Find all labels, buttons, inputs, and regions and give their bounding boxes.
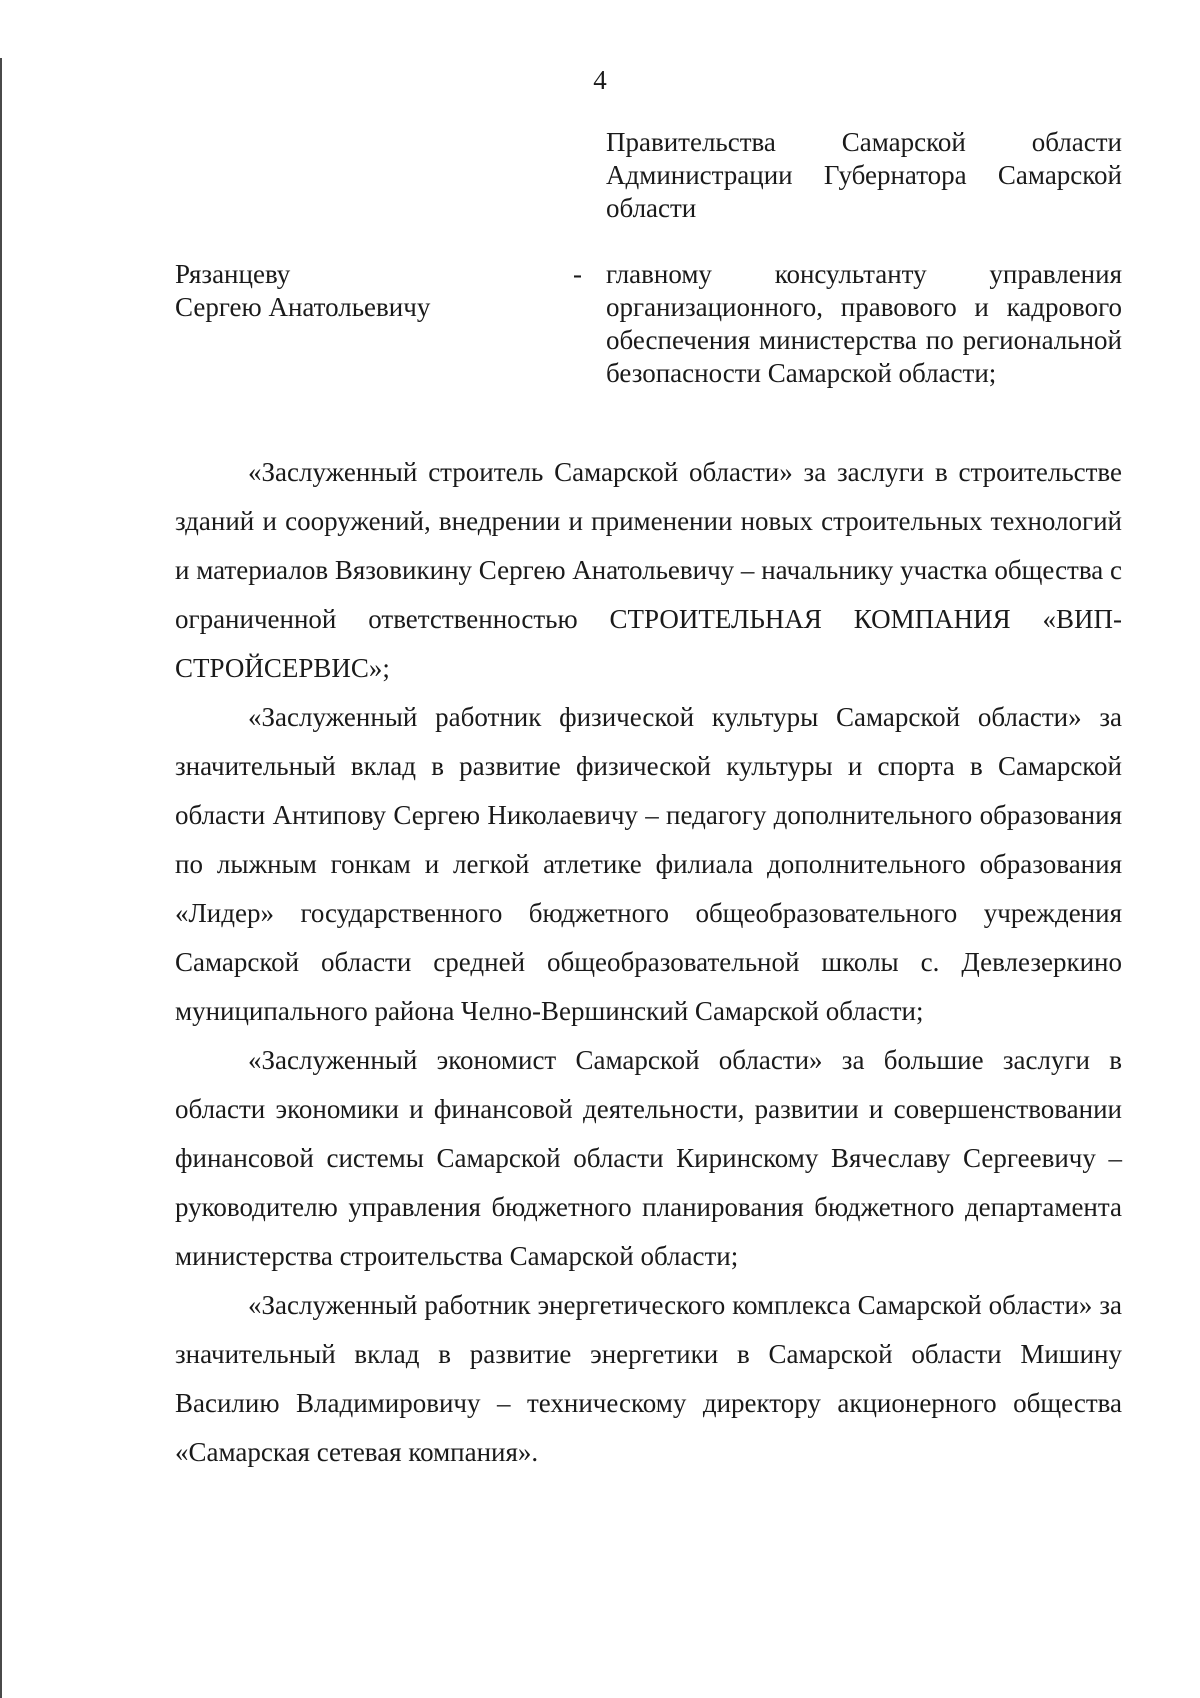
award-paragraph-energy: «Заслуженный работник энергетического комплекса Самарской области» за значительный вклад в развитие энергетики в Самарской области Мишину Василию Владимировичу – техническому директору акционерного общества «Самарская сетевая компания».: [175, 1290, 1122, 1467]
scan-edge-line: [0, 58, 2, 1698]
page-number: 4: [593, 65, 607, 95]
award-paragraph-sport: «Заслуженный работник физической культуры Самарской области» за значительный вклад в развитие физической культуры и спорта в Самарской области Антипову Сергею Николаевичу – педагогу дополнительного образования по лыжным гонкам и легкой атлетике филиала дополнительного образования «Лидер» государственного бюджетного общеобразовательного учреждения Самарской области средней общеобразовательной школы с. Девлезеркино муниципального района Челно-Вершинский Самарской области;: [175, 702, 1122, 1026]
award-list: [175, 448, 1122, 1477]
award-paragraph-builder: «Заслуженный строитель Самарской области» за заслуги в строительстве зданий и сооружений, внедрении и применении новых строительных технологий и материалов Вязовикину Сергею Анатольевичу – начальнику участка общества с ограниченной ответственностью СТРОИТЕЛЬНАЯ КОМПАНИЯ «ВИП-СТРОЙСЕРВИС»;: [175, 457, 1122, 683]
person-position: главному консультанту управления организационного, правового и кадрового обеспечения министерства по региональной безопасности Самарской области;: [606, 259, 1122, 388]
award-paragraph-economist: «Заслуженный экономист Самарской области» за большие заслуги в области экономики и финансовой деятельности, развитии и совершенствовании финансовой системы Самарской области Киринскому Вячеславу Сергеевичу – руководителю управления бюджетного планирования бюджетного департамента министерства строительства Самарской области;: [175, 1045, 1122, 1271]
continuation-text: Правительства Самарской области Администрации Губернатора Самарской области: [606, 127, 1122, 223]
entry-dash: -: [573, 259, 582, 289]
person-name: [175, 258, 515, 324]
person-surname: Рязанцеву: [175, 259, 291, 289]
person-given-names: Сергею Анатольевичу: [175, 292, 431, 322]
